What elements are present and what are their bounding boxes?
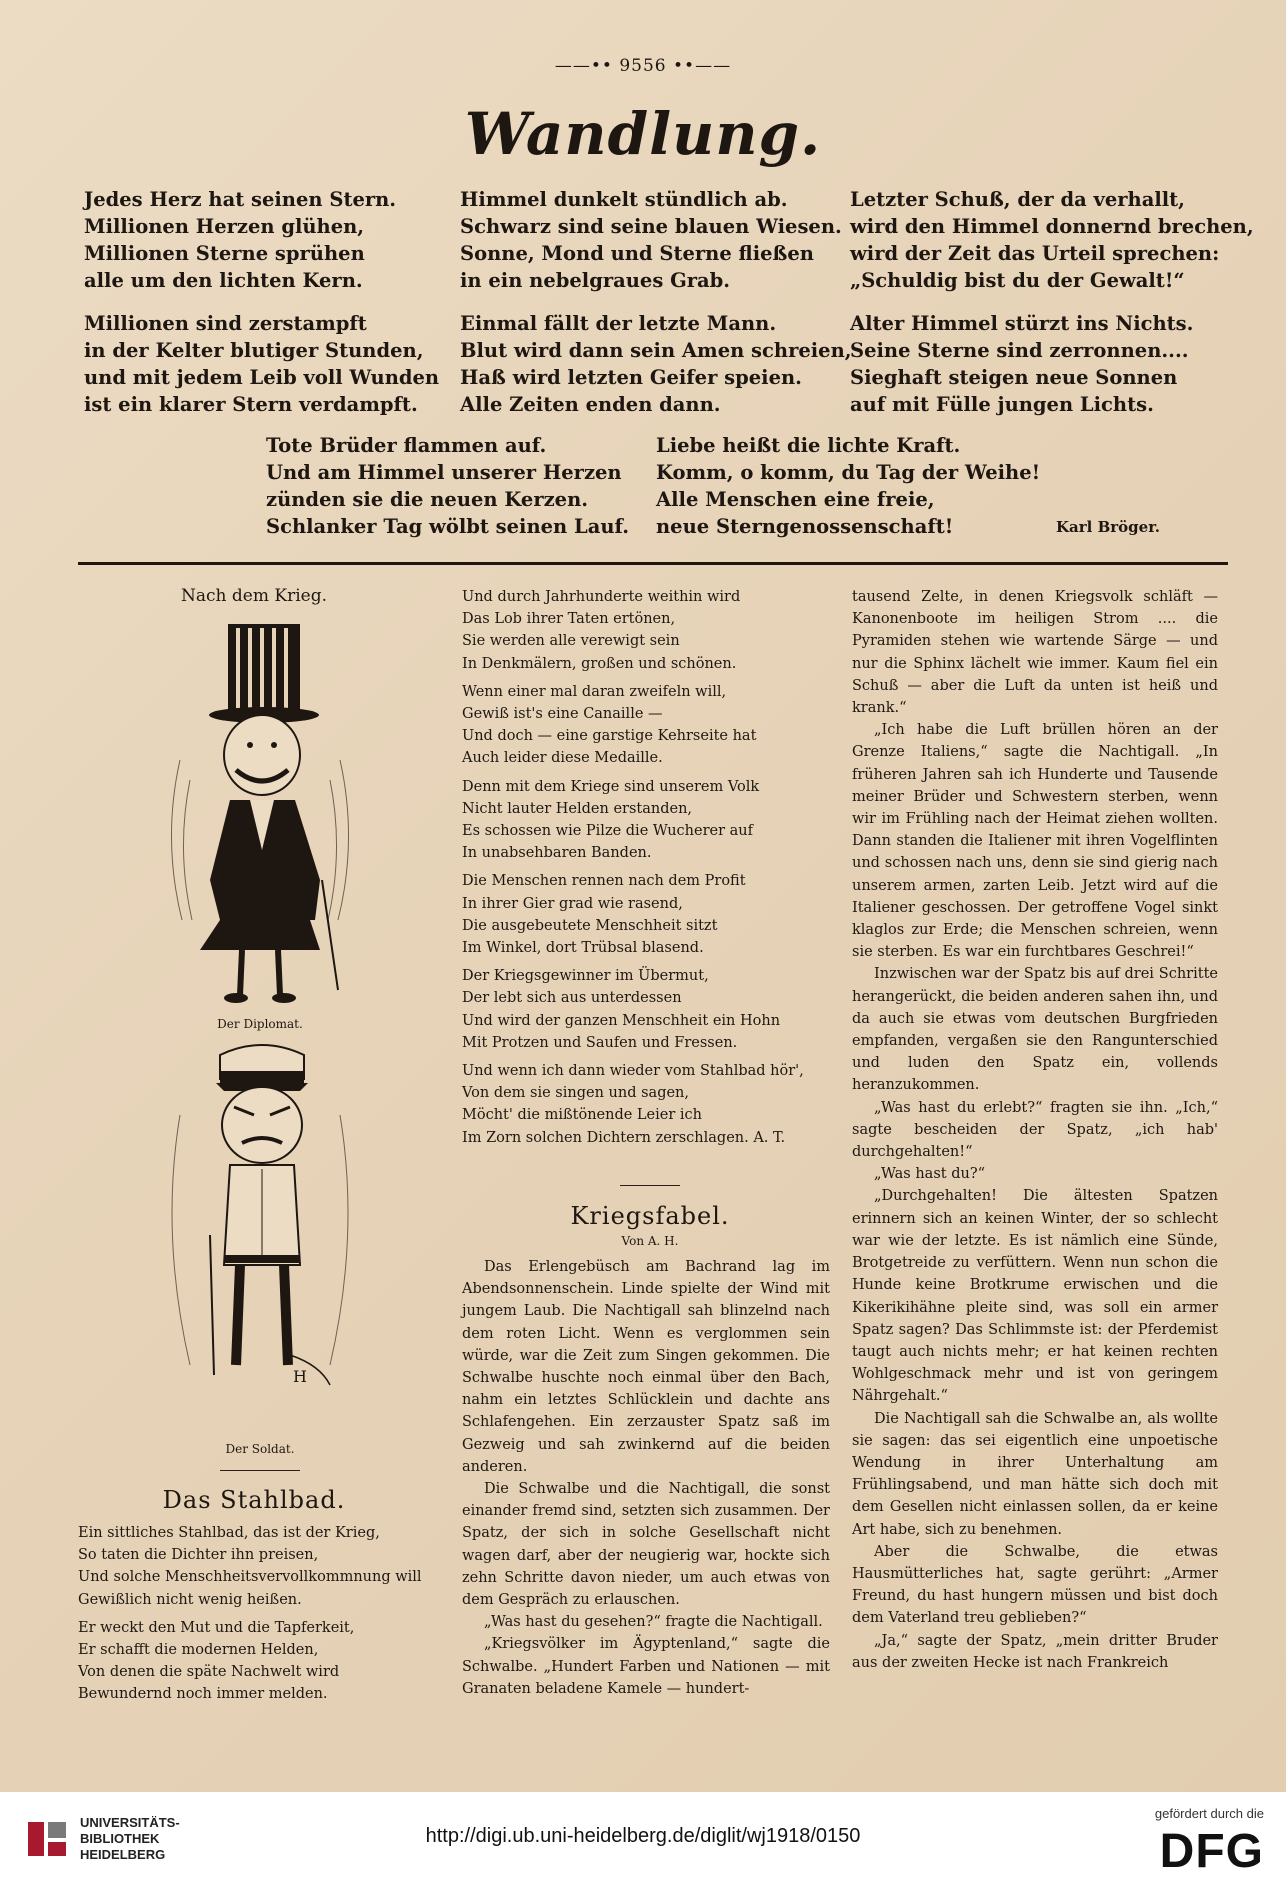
funding-note: gefördert durch die: [1154, 1806, 1264, 1821]
poem-stanza: [84, 186, 439, 294]
verse-line: Auch leider diese Medaille.: [462, 750, 663, 767]
verse-line: Und wenn ich dann wieder vom Stahlbad hör',: [462, 1063, 804, 1080]
stahlbad-verses: [78, 1522, 430, 1706]
right-column: [852, 586, 1218, 1674]
separator: [620, 1185, 680, 1186]
university-name: UNIVERSITÄTS- BIBLIOTHEK HEIDELBERG: [80, 1815, 180, 1862]
poem-line: Letzter Schuß, der da verhallt,: [850, 188, 1185, 211]
verse-stanza: [462, 776, 838, 865]
poem-stanza: [84, 310, 439, 418]
verse-line: So taten die Dichter ihn preisen,: [78, 1547, 319, 1564]
paragraph: Die Nachtigall sah die Schwalbe an, als wollte sie sagen: das sei eigentlich eine unpoetische Wendung in ihrer Unterhaltung am Frühlingsabend, und man hätte sich doch mit dem Gesellen nicht einlassen sollen, da er keine Art habe, sich zu benehmen.: [852, 1410, 1218, 1538]
verse-line: Und durch Jahrhunderte weithin wird: [462, 589, 741, 605]
poem-line: und mit jedem Leib voll Wunden: [84, 366, 440, 389]
verse-line: Möcht' die mißtönende Leier ich: [462, 1107, 702, 1124]
verse-line: Und solche Menschheitsvervollkommnung will: [78, 1569, 422, 1586]
verse-line: Mit Protzen und Saufen und Fressen.: [462, 1034, 738, 1051]
poem-line: in ein nebelgraues Grab.: [460, 269, 731, 292]
poem-line: Alle Menschen eine freie,: [656, 488, 935, 511]
poem-line: ist ein klarer Stern verdampft.: [84, 393, 418, 416]
poem-line: Seine Sterne sind zerronnen....: [850, 339, 1189, 362]
poem-line: Jedes Herz hat seinen Stern.: [84, 188, 397, 211]
paragraph: Die Schwalbe und die Nachtigall, die sonst einander fremd sind, setzten sich zusammen. Der Spatz, der sich in solche Gesellschaft nicht wagen darf, aber der neugierig war, hockte sich zehn Schritte davon nieder, um auch etwas von dem Gespräch zu erlauschen.: [462, 1481, 830, 1609]
verse-line: Bewundernd noch immer melden.: [78, 1686, 328, 1703]
soldier-illustration: [150, 1035, 370, 1435]
paragraph: „Kriegsvölker im Ägyptenland,“ sagte die Schwalbe. „Hundert Farben und Nationen — mit Granaten beladene Kamele — hundert-: [462, 1636, 830, 1697]
poem-line: wird den Himmel donnernd brechen,: [850, 215, 1254, 238]
poem-line: Tote Brüder flammen auf.: [266, 434, 547, 457]
verse-line: Der Kriegsgewinner im Übermut,: [462, 968, 709, 985]
poem-line: Komm, o komm, du Tag der Weihe!: [656, 461, 1041, 484]
paragraph: „Was hast du gesehen?“ fragte die Nachtigall.: [484, 1614, 823, 1631]
verse-line: Von denen die späte Nachwelt wird: [78, 1664, 340, 1681]
horizontal-rule: [78, 562, 1228, 565]
poem-line: Millionen Sterne sprühen: [84, 242, 365, 265]
verse-line: Der lebt sich aus unterdessen: [462, 990, 682, 1007]
poem-line: Alle Zeiten enden dann.: [460, 393, 721, 416]
verse-stanza: [462, 870, 838, 959]
paragraph: Das Erlengebüsch am Bachrand lag im Abendsonnenschein. Linde spielte der Wind mit jungem Laub. Die Nachtigall sah blinzelnd nach dem roten Licht. Wenn es verglommen sein würde, war die Zeit zum Singen gekommen. Die Schwalbe huschte noch einmal über den Bach, nahm ein letztes Schlücklein und dachte ans Schlafengehen. Ein zerzauster Spatz saß im Gezweig und sah zwinkernd auf die beiden anderen.: [462, 1259, 830, 1475]
verse-line: Es schossen wie Pilze die Wucherer auf: [462, 823, 753, 840]
poem-title: Wandlung.: [464, 100, 822, 168]
caption-diplomat: Der Diplomat.: [217, 1017, 303, 1031]
poem-line: alle um den lichten Kern.: [84, 269, 363, 292]
verse-line: Die Menschen rennen nach dem Profit: [462, 873, 746, 890]
poem-line: zünden sie die neuen Kerzen.: [266, 488, 589, 511]
paragraph: „Was hast du erlebt?“ fragten sie ihn. „Ich,“ sagte bescheiden der Spatz, „ich hab' durchgehalten!“: [852, 1099, 1218, 1161]
poem-line: Sieghaft steigen neue Sonnen: [850, 366, 1178, 389]
verse-line: Sie werden alle verewigt sein: [462, 633, 680, 650]
poem-line: neue Sterngenossenschaft!: [656, 515, 954, 538]
cartoon-heading: Nach dem Krieg.: [181, 586, 327, 606]
paragraph: tausend Zelte, in denen Kriegsvolk schläft — Kanonenboote im heiligen Strom .... die Pyramiden stehen wie wartende Särge — und nur die Sphinx lächelt wie immer. Kaum fiel ein Schuß — aber die Luft da unten ist heiß und krank.“: [852, 589, 1218, 717]
paragraph: „Ich habe die Luft brüllen hören an der Grenze Italiens,“ sagte die Nachtigall. „In früheren Jahren sah ich Hunderte und Tausende meiner Brüder und Schwestern sterben, wenn wir im Frühling nach der Heimat ziehen wollten. Dann standen die Italiener mit ihren Vogelflinten und schossen nach uns, denn sie sind gierig nach unserem armen, zarten Leib. Jetzt wird auf die Italiener geschossen. Der getroffene Vogel sinkt klaglos zur Erde; die Menschen schreien, wenn sie sterben. Es war ein furchtbares Geschrei!“: [852, 722, 1218, 961]
paragraph: Inzwischen war der Spatz bis auf drei Schritte herangerückt, die beiden anderen sahen ihn, und da auch sie etwas vom deutschen Burgfrieden empfanden, vergaßen sie den Rangunterschied und luden den Spatz ein, vollends heranzukommen.: [852, 966, 1218, 1094]
paragraph: „Was hast du?“: [874, 1166, 986, 1183]
verse-stanza: [462, 586, 838, 675]
fabel-byline: Von A. H.: [621, 1234, 679, 1248]
stahlbad-title: Das Stahlbad.: [162, 1486, 346, 1514]
verse-line: Wenn einer mal daran zweifeln will,: [462, 683, 727, 700]
paragraph: „Ja,“ sagte der Spatz, „mein dritter Bruder aus der zweiten Hecke ist nach Frankreich: [852, 1632, 1218, 1671]
poem-line: wird der Zeit das Urteil sprechen:: [850, 242, 1220, 265]
verse-line: Gewißlich nicht wenig heißen.: [78, 1591, 302, 1608]
poem-final-right: [656, 432, 1040, 540]
poem-line: Und am Himmel unserer Herzen: [266, 461, 622, 484]
poem-line: in der Kelter blutiger Stunden,: [84, 339, 424, 362]
poem-line: Schlanker Tag wölbt seinen Lauf.: [266, 515, 630, 538]
viewer-footer: [0, 1792, 1286, 1886]
verse-stanza: [462, 681, 838, 770]
verse-line: In Denkmälern, großen und schönen.: [462, 655, 737, 672]
verse-line: Gewiß ist's eine Canaille —: [462, 706, 663, 723]
page-number-line: ——•• 9556 ••——: [554, 56, 732, 76]
poem-line: Alter Himmel stürzt ins Nichts.: [850, 312, 1194, 335]
illustrator-signature: H: [293, 1367, 307, 1386]
verse-line: Nicht lauter Helden erstanden,: [462, 800, 693, 817]
poem-line: „Schuldig bist du der Gewalt!“: [850, 269, 1185, 292]
diplomat-illustration: [150, 620, 370, 1015]
poem-line: Haß wird letzten Geifer speien.: [460, 366, 802, 389]
poem-line: auf mit Fülle jungen Lichts.: [850, 393, 1154, 416]
paragraph: Aber die Schwalbe, die etwas Hausmütterliches hat, sagte gerührt: „Armer Freund, du hast hungern müssen und bist doch dem Vaterland treu geblieben?“: [852, 1543, 1218, 1627]
verse-line: In unabsehbaren Banden.: [462, 845, 652, 862]
poem-line: Einmal fällt der letzte Mann.: [460, 312, 777, 335]
dfg-logo: DFG: [1159, 1825, 1264, 1878]
poem-line: Millionen Herzen glühen,: [84, 215, 365, 238]
fabel-text: [462, 1256, 830, 1700]
poem-stanza: [460, 186, 852, 294]
poem-stanza: [460, 310, 852, 418]
poem-author: Karl Bröger.: [1056, 518, 1160, 536]
poem-line: Blut wird dann sein Amen schreien,: [460, 339, 852, 362]
verse-line: Und wird der ganzen Menschheit ein Hohn: [462, 1012, 781, 1029]
poem-line: Liebe heißt die lichte Kraft.: [656, 434, 961, 457]
verse-stanza: [462, 1060, 838, 1149]
verse-stanza: [462, 965, 838, 1054]
verse-line: Er weckt den Mut und die Tapferkeit,: [78, 1619, 355, 1636]
separator: [220, 1470, 300, 1471]
poem-stanza: [850, 310, 1254, 418]
poem-line: Millionen sind zerstampft: [84, 312, 367, 335]
verse-line: Das Lob ihrer Taten ertönen,: [462, 611, 676, 628]
poem-line: Schwarz sind seine blauen Wiesen.: [460, 215, 842, 238]
fabel-title: Kriegsfabel.: [570, 1202, 730, 1230]
poem-column-1: [84, 186, 439, 434]
poem-final-left: [266, 432, 629, 540]
verse-line: Denn mit dem Kriege sind unserem Volk: [462, 778, 760, 795]
poem-line: Himmel dunkelt stündlich ab.: [460, 188, 788, 211]
poem-column-2: [460, 186, 852, 434]
verse-line: Und doch — eine garstige Kehrseite hat: [462, 728, 757, 745]
page-number: 9556: [619, 56, 667, 76]
verse-line: In ihrer Gier grad wie rasend,: [462, 895, 683, 912]
middle-verses: [462, 586, 838, 1149]
paragraph: „Durchgehalten! Die ältesten Spatzen erinnern sich an keinen Winter, der so schlecht war wie der letzte. Es ist nämlich eine Sünde, Brotgetreide zu verfüttern. Wenn nun schon die Hunde keine Brotkrume erwischen und die Kikerikihähne pleite sind, was soll ein armer Spatz sagen? Das Schlimmste ist: der Pferdemist taugt auch nichts mehr; er hat keinen rechten Wohlgeschmack mehr und ist von geringem Nährgehalt.“: [852, 1188, 1218, 1405]
verse-line: Die ausgebeutete Menschheit sitzt: [462, 917, 718, 934]
verse-line: Im Zorn solchen Dichtern zerschlagen. A. T.: [462, 1129, 786, 1146]
poem-column-3: [850, 186, 1254, 434]
caption-soldier: Der Soldat.: [225, 1442, 295, 1456]
left-column: [78, 585, 430, 607]
verse-line: Von dem sie singen und sagen,: [462, 1085, 690, 1102]
poem-stanza: [850, 186, 1254, 294]
verse-line: Ein sittliches Stahlbad, das ist der Krieg,: [78, 1525, 380, 1541]
poem-line: Sonne, Mond und Sterne fließen: [460, 242, 814, 265]
verse-line: Im Winkel, dort Trübsal blasend.: [462, 940, 704, 957]
permalink-url[interactable]: http://digi.ub.uni-heidelberg.de/diglit/wj1918/0150: [425, 1825, 861, 1847]
verse-line: Er schafft die modernen Helden,: [78, 1642, 319, 1659]
